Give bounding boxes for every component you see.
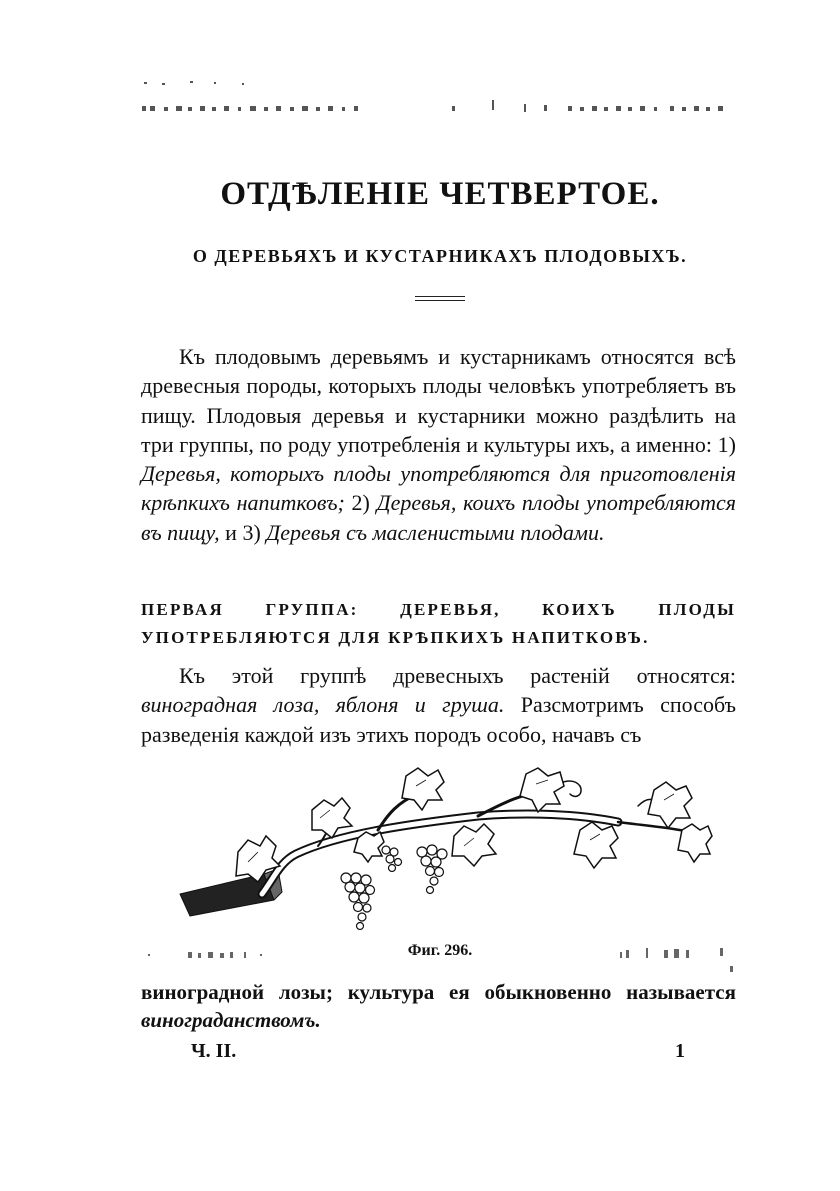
section-subtitle: О ДЕРЕВЬЯХЪ И КУСТАРНИКАХЪ ПЛОДОВЫХЪ. bbox=[192, 246, 688, 266]
group-heading: ПЕРВАЯ ГРУППА: ДЕРЕВЬЯ, КОИХЪ ПЛОДЫ УПОТРЕБЛЯЮТСЯ ДЛЯ КРѢПКИХЪ НАПИТКОВЪ. bbox=[141, 600, 736, 647]
closing-italic-1: винограданствомъ. bbox=[141, 1008, 321, 1032]
closing-text-1: виноградной лозы; культура ея обыкновенно называется bbox=[141, 980, 736, 1004]
signature-mark: Ч. II. bbox=[191, 1040, 237, 1062]
page-number: 1 bbox=[675, 1040, 685, 1062]
group-text-1: Къ этой группѣ древесныхъ растеній относятся: bbox=[179, 663, 736, 688]
intro-italic-1: Деревья, которыхъ плоды употребляются для приготовленія крѣпкихъ напитковъ; bbox=[141, 461, 736, 516]
intro-italic-3: Деревья съ масленистыми плодами. bbox=[266, 519, 605, 545]
group-text-2: Разсмотримъ способъ разведенія каждой изъ этихъ породъ особо, начавъ съ bbox=[141, 692, 736, 747]
intro-text-3: и 3) bbox=[219, 519, 267, 545]
intro-italic-2: Деревья, коихъ плоды употребляются въ пищу, bbox=[141, 490, 737, 545]
group-paragraph bbox=[141, 661, 736, 749]
closing-paragraph bbox=[141, 978, 736, 1034]
caption-noise-right bbox=[620, 944, 740, 974]
grapevine-illustration bbox=[178, 766, 738, 956]
intro-text-2: 2) bbox=[344, 490, 377, 516]
group-italic-1: виноградная лоза, яблоня и груша. bbox=[141, 692, 505, 718]
bleed-through-noise bbox=[142, 80, 732, 120]
double-rule-divider bbox=[415, 296, 465, 306]
intro-paragraph bbox=[141, 342, 736, 547]
section-title: ОТДѢЛЕНІЕ ЧЕТВЕРТОЕ. bbox=[220, 176, 660, 212]
figure-caption: Фиг. 296. bbox=[407, 942, 473, 959]
intro-text-1: Къ плодовымъ деревьямъ и кустарникамъ относятся всѣ древесныя породы, которыхъ плоды человѣкъ употребляетъ въ пищу. Плодовыя деревья и кустарники можно раздѣлить на три группы, по роду употребленія и культуры ихъ, а именно: 1) bbox=[141, 344, 736, 457]
